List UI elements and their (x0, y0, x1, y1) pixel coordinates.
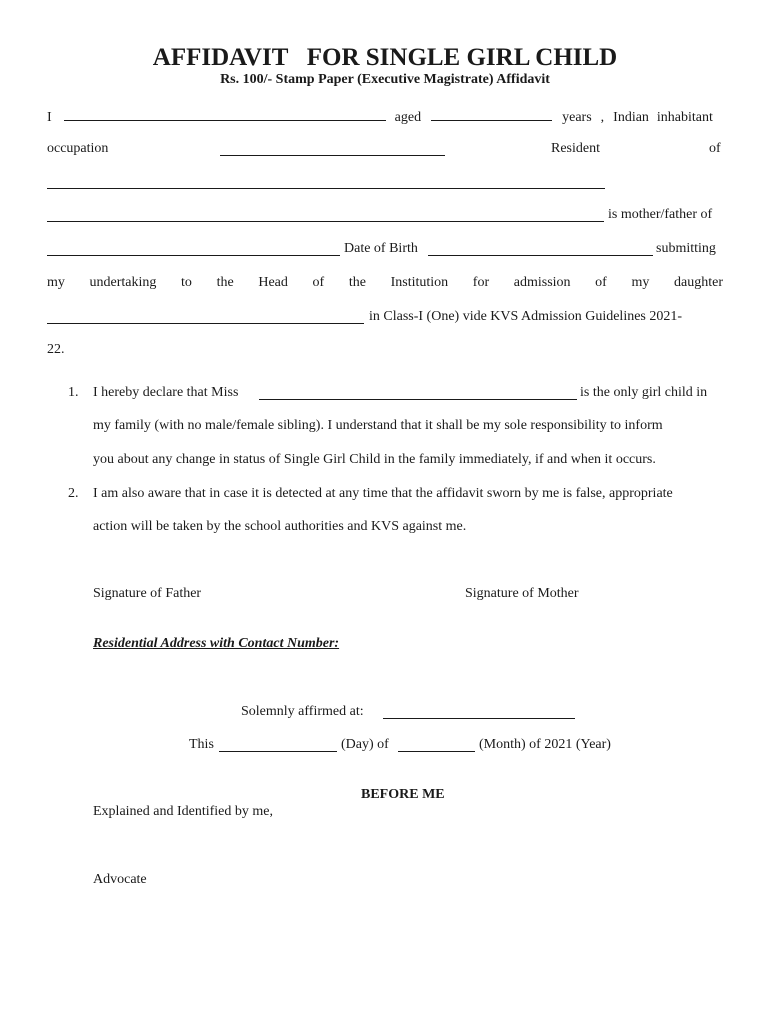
document-title: AFFIDAVIT FOR SINGLE GIRL CHILD (152, 44, 618, 71)
signature-father-label: Signature of Father (93, 586, 202, 601)
word: daughter (674, 275, 723, 290)
word: of (312, 275, 325, 290)
month-year-label: (Month) of 2021 (Year) (479, 737, 611, 752)
this-label: This (189, 737, 214, 752)
word: for (472, 275, 490, 290)
word: my (47, 275, 65, 290)
intro-line-1 (47, 107, 723, 126)
declaration-1-lead: I hereby declare that Miss (93, 385, 239, 400)
submitting-label: submitting (656, 241, 716, 256)
word: Institution (390, 275, 449, 290)
declaration-1-lead-tail: is the only girl child in (580, 385, 708, 400)
advocate-label: Advocate (93, 872, 147, 887)
word: admission (513, 275, 571, 290)
signature-mother-label: Signature of Mother (465, 586, 579, 601)
affirmed-place-blank[interactable] (383, 718, 575, 719)
word: of (595, 275, 607, 290)
declaration-1-number: 1. (68, 385, 79, 400)
document-subtitle: Rs. 100/- Stamp Paper (Executive Magistrate) Affidavit (220, 72, 550, 87)
comma: , (600, 110, 605, 125)
years-label: years (562, 110, 592, 125)
miss-name-blank[interactable] (259, 399, 577, 400)
dob-blank[interactable] (428, 255, 653, 256)
pronoun-i: I (47, 110, 52, 125)
word: Head (258, 275, 288, 290)
occupation-blank[interactable] (220, 155, 445, 156)
dob-label: Date of Birth (344, 241, 418, 256)
declaration-2-line-2: action will be taken by the school authorities and KVS against me. (93, 519, 467, 534)
month-blank[interactable] (398, 751, 475, 752)
word: the (216, 275, 234, 290)
declaration-2-line-1: I am also aware that in case it is detected at any time that the affidavit sworn by me is false, appropriate (93, 486, 673, 501)
name-blank[interactable] (64, 107, 386, 121)
aged-label: aged (394, 110, 422, 125)
inhabitant-label: inhabitant (656, 110, 713, 125)
residence-blank[interactable] (47, 188, 605, 189)
child-name-blank[interactable] (47, 255, 340, 256)
parent-name-blank[interactable] (47, 221, 604, 222)
explained-identified-label: Explained and Identified by me, (93, 804, 273, 819)
word: undertaking (89, 275, 157, 290)
class-guidelines-text: in Class-I (One) vide KVS Admission Guidelines 2021- (369, 309, 683, 324)
word: to (181, 275, 192, 290)
word: the (348, 275, 366, 290)
daughter-name-blank[interactable] (47, 323, 364, 324)
day-of-label: (Day) of (341, 737, 389, 752)
declaration-1-line-3: you about any change in status of Single Girl Child in the family immediately, if and when it occurs. (93, 452, 656, 467)
occupation-label: occupation (47, 141, 109, 156)
address-heading: Residential Address with Contact Number: (93, 636, 340, 651)
declaration-1-line-2: my family (with no male/female sibling). I understand that it shall be my sole responsibility to inform (93, 418, 663, 433)
solemnly-affirmed-label: Solemnly affirmed at: (241, 704, 364, 719)
year-continuation: 22. (47, 342, 65, 357)
resident-label: Resident (551, 141, 600, 156)
before-me-heading: BEFORE ME (361, 787, 445, 802)
of-label: of (709, 141, 721, 156)
declaration-2-number: 2. (68, 486, 79, 501)
indian-label: Indian (613, 110, 649, 125)
mother-father-label: is mother/father of (608, 207, 713, 222)
age-blank[interactable] (431, 107, 552, 121)
intro-line-6 (47, 275, 723, 291)
word: my (631, 275, 650, 290)
day-blank[interactable] (219, 751, 337, 752)
